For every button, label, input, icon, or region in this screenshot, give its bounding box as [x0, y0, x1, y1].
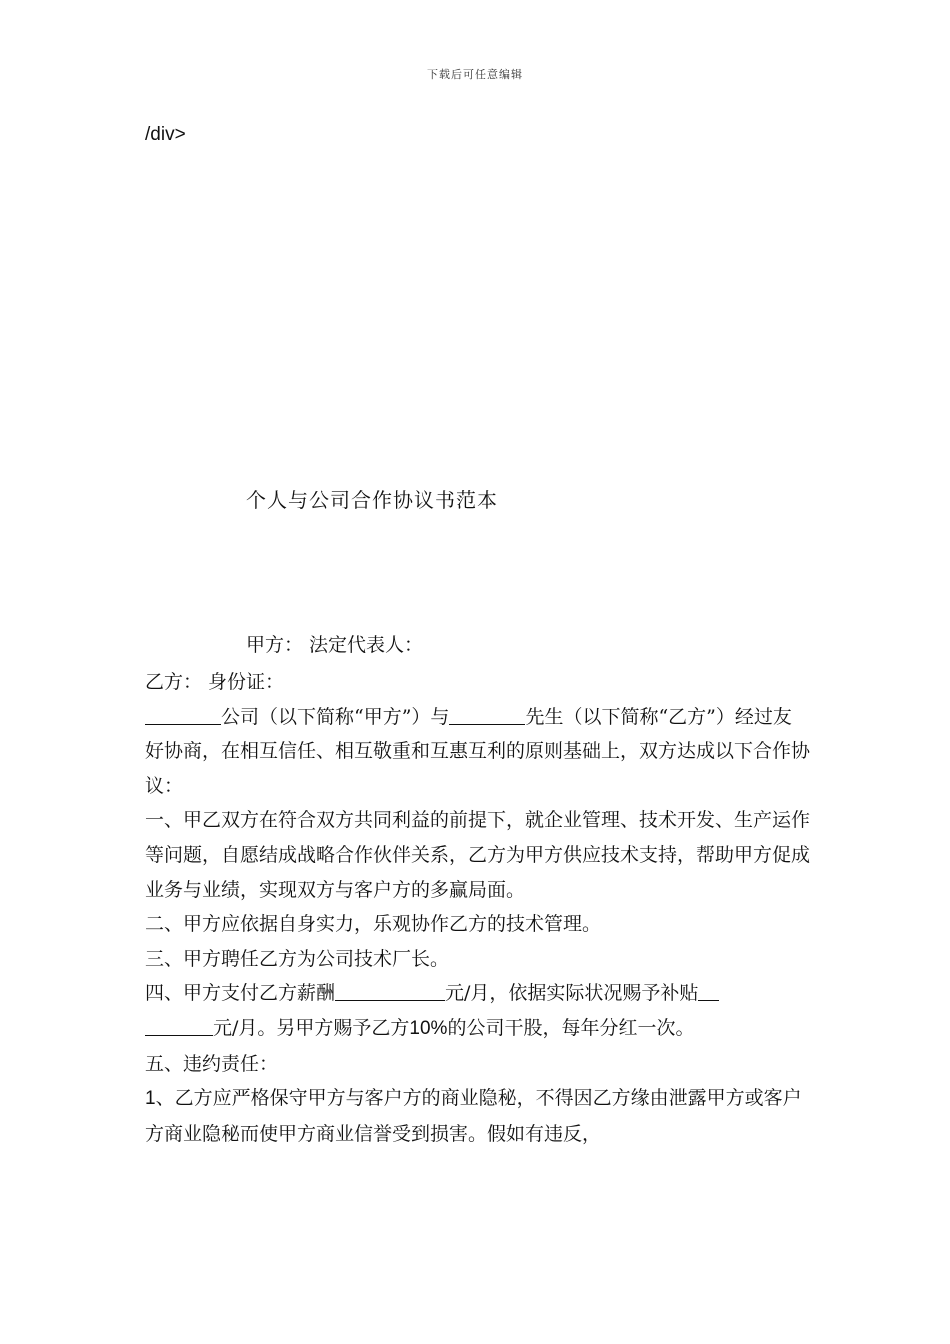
clause-4-text-2: 元/月，依据实际状况赐予补贴: [445, 982, 699, 1005]
subsidy-blank-start: [698, 981, 719, 1001]
clause-5-item-1: [145, 1081, 810, 1151]
person-name-blank: [449, 705, 525, 725]
document-title: 个人与公司合作协议书范本: [246, 488, 498, 512]
party-a-line: 甲方： 法定代表人：: [246, 634, 424, 656]
stray-markup-text: /div>: [145, 124, 186, 145]
clause-3: 三、甲方聘任乙方为公司技术厂长。: [145, 947, 450, 970]
equity-percentage: 10%: [409, 1017, 448, 1039]
clause-4-text-1: 四、甲方支付乙方薪酬: [145, 982, 336, 1005]
subsidy-blank-end: [145, 1016, 213, 1036]
clause-4: [145, 976, 810, 1046]
clause-4-text-3: 元/月。另甲方赐予乙方: [213, 1016, 410, 1039]
clause-1: 一、甲乙双方在符合双方共同利益的前提下，就企业管理、技术开发、生产运作等问题，自愿结成战略合作伙伴关系，乙方为甲方供应技术支持，帮助甲方促成业务与业绩，实现双方与客户方的多赢局面。: [145, 809, 811, 901]
clause-4-text-4: 的公司干股，每年分红一次。: [447, 1016, 695, 1039]
item-number: 1: [145, 1088, 156, 1110]
clause-2: 二、甲方应依据自身实力，乐观协作乙方的技术管理。: [145, 913, 602, 936]
intro-text-2: 先生（以下简称“乙方”）经过友好协商，在相互信任、相互敬重和互惠互利的原则基础上，双方达成以下合作协议：: [145, 705, 811, 797]
company-name-blank: [145, 705, 221, 725]
page-header-note: 下载后可任意编辑: [427, 68, 523, 81]
salary-blank: [335, 981, 445, 1001]
intro-text-1: 公司（以下简称“甲方”）与: [221, 705, 450, 728]
clause-5-heading: 五、违约责任：: [145, 1052, 279, 1075]
intro-paragraph: [145, 700, 810, 804]
party-b-line: 乙方： 身份证：: [145, 671, 285, 693]
document-body: [145, 665, 810, 1151]
item-1-text: 、乙方应严格保守甲方与客户方的商业隐秘，不得因乙方缘由泄露甲方或客户方商业隐秘而使甲方商业信誉受到损害。假如有违反，: [145, 1087, 802, 1145]
